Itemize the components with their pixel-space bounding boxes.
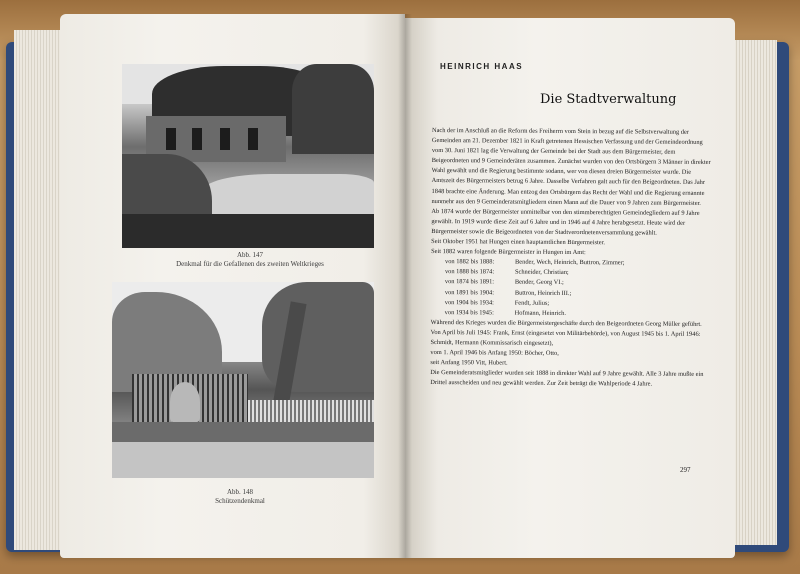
mayor-dates: von 1934 bis 1945: xyxy=(444,308,494,317)
paragraph: seit Anfang 1950 Vitt, Hubert. xyxy=(430,359,508,367)
mayor-dates: von 1904 bis 1934: xyxy=(444,298,494,307)
mayor-dates: von 1874 bis 1891: xyxy=(444,278,495,286)
paragraph: Seit 1882 waren folgende Bürgermeister in Hungen im Amt: xyxy=(431,248,586,257)
caption-text: Denkmal für die Gefallenen des zweiten Weltkrieges xyxy=(176,260,324,268)
caption-text: Schützendenkmal xyxy=(215,497,265,505)
paragraph: Seit Oktober 1951 hat Hungen einen hauptamtlichen Bürgermeister. xyxy=(431,238,606,247)
caption-number: Abb. 147 xyxy=(236,251,264,259)
mayor-name: Buttron, Heinrich III.; xyxy=(514,289,572,297)
mayor-name: Schneider, Christian; xyxy=(514,268,569,277)
paragraph: Während des Krieges wurden die Bürgermeistergeschäfte durch den Beigeordneten Georg Müller geführt. xyxy=(430,318,702,328)
paragraph: Die Gemeinderatsmitglieder wurden seit 1888 in direkter Wahl auf 9 Jahre gewählt. Alle 3 Jahre mußte ein Drittel ausscheiden und neu gewählt werden. Zur Zeit beträgt die Wahlperiode 4 Jahre. xyxy=(430,369,704,388)
paragraph: vom 1. April 1946 bis Anfang 1950: Böcher, Otto, xyxy=(430,349,559,357)
body-text xyxy=(430,126,712,390)
mayor-name: Bender, Georg VI.; xyxy=(514,278,564,287)
paragraph: Ab 1874 wurde der Bürgermeister unmittelbar von den stimmberechtigten Gemeindegliedern auf 9 Jahre gewählt. In 1919 wurde diese Zeit auf 6 Jahre und in 1946 auf 4 Jahre herabgesetzt. Heute wird der Bürgermeister sowie die Beigeordneten von der Stadtverordnetenversammlung gewählt. xyxy=(431,207,700,237)
paragraph: Nach der im Anschluß an die Reform des Freiherrn vom Stein in bezug auf die Selbstverwaltung der Gemeinden am 21. Dezember 1821 in Kraft getretenen Hessischen Verfassung und der Gemeindeordnung vom 30. Juni 1821 lag die Verwaltung der Gemeinde bei der Stadt aus dem Bürgermeister, dem Beigeordneten und 9 Gemeinderäten zusammen. Zunächst wurden von den Ortsbürgern 3 Männer in direkter Wahl gewählt und die Regierung bestimmte sodann, wer von diesen dreien Bürgermeister wurde. Die Amtszeit des Bürgermeisters betrug 6 Jahre. Dasselbe Verfahren galt auch für den Beigeordneten. Das Jahr 1848 brachte eine Änderung. Man entzog den Ortsbürgern das Recht der Wahl und die Regierung ernannte nunmehr aus den 9 Gemeinderatsmitgliedern einen Mann auf die Dauer von 9 Jahren zum Bürgermeister. xyxy=(431,126,711,207)
chapter-title: Die Stadtverwaltung xyxy=(540,92,677,107)
paragraph: Von April bis Juli 1945: Frank, Ernst (eingesetzt von Militärbehörde), von August 1945 bis 1. April 1946: Schmidt, Hermann (Kommissarisch eingesetzt), xyxy=(430,328,701,347)
caption-memorial xyxy=(140,251,360,269)
memorial-photo xyxy=(122,64,374,248)
monument-photo xyxy=(112,282,374,478)
mayor-name: Bender, Wech, Heinrich, Buttron, Zimmer; xyxy=(515,258,625,267)
mayor-dates: von 1882 bis 1888: xyxy=(445,258,495,266)
mayor-name: Hofmann, Heinrich. xyxy=(514,309,567,317)
mayor-name: Fendt, Julius; xyxy=(514,299,550,307)
book-gutter xyxy=(398,14,412,558)
mayor-list xyxy=(431,257,711,320)
caption-number: Abb. 148 xyxy=(226,488,254,496)
mayor-dates: von 1891 bis 1904: xyxy=(444,288,495,296)
running-head: HEINRICH HAAS xyxy=(440,62,524,71)
caption-monument xyxy=(150,488,330,506)
mayor-dates: von 1888 bis 1874: xyxy=(444,268,495,276)
page-number: 297 xyxy=(680,466,691,474)
